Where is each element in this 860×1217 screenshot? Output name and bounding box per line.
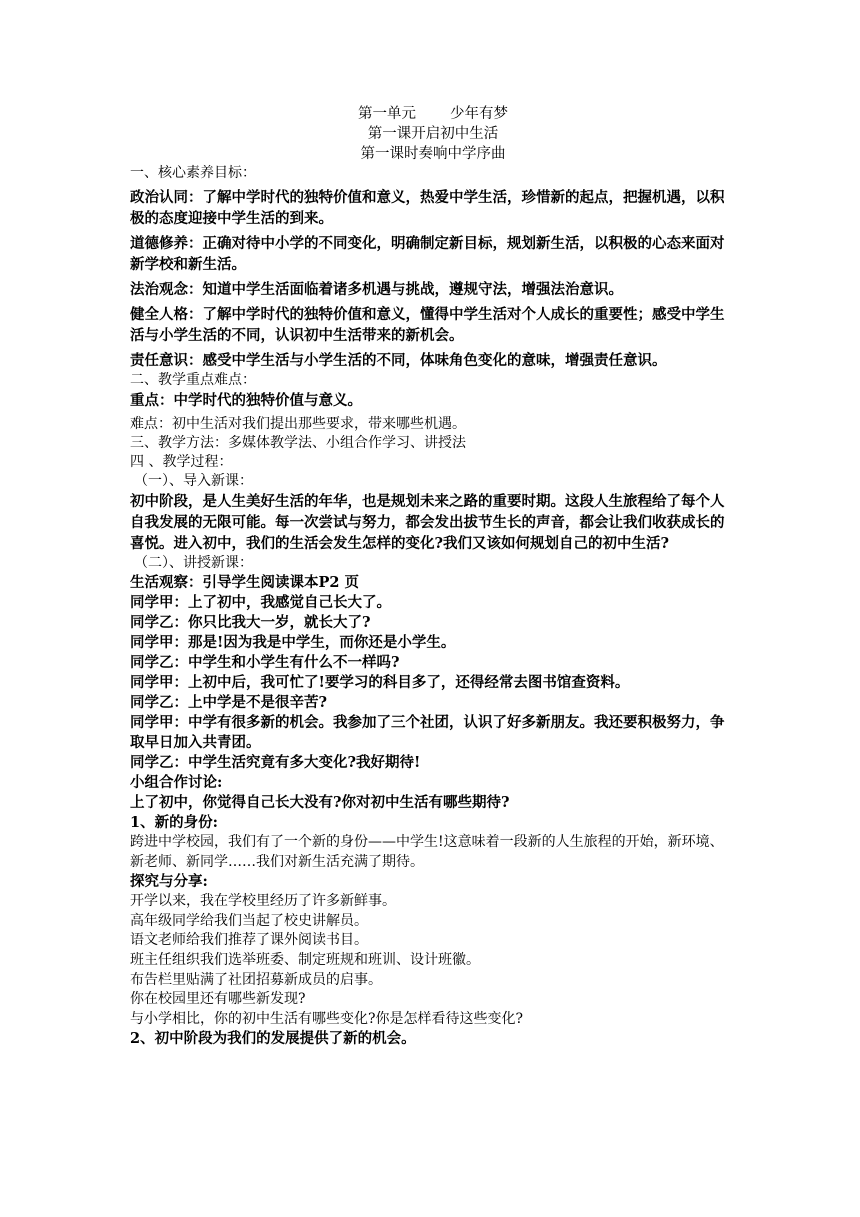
intro-heading: （一）、导入新课： [134,473,253,489]
goal-responsibility: 责任意识：感受中学生活与小学生活的不同，体味角色变化的意味，增强责任意识。 [130,352,667,369]
dialogue-line: 同学甲：上初中后，我可忙了!要学习的科目多了，还得经常去图书馆查资料。 [130,674,630,691]
period-title: 第一课时奏响中学序曲 [360,146,506,162]
dialogue-line: 同学甲：那是!因为我是中学生，而你还是小学生。 [130,634,456,651]
explore-share-heading: 探究与分享: [130,873,208,891]
goal-personality: 健全人格：了解中学时代的独特价值和意义，懂得中学生活对个人成长的重要性；感受中学生活与小学生活的不同，认识初中生活带来的新机会。 [130,306,725,344]
dialogue-line: 同学甲：中学有很多新的机会。我参加了三个社团，认识了好多新朋友。我还要积极努力，争取早日加入共青团。 [130,714,725,751]
new-identity-heading: 1、新的身份: [130,814,218,831]
explore-item: 你在校园里还有哪些新发现? [130,991,306,1008]
dialogue-line: 同学乙：中学生活究竟有多大变化?我好期待! [130,754,421,771]
lesson-title: 第一课开启初中生活 [367,126,499,142]
document-page [130,104,736,1049]
unit-name: 少年有梦 [450,106,508,122]
dialogue-line: 同学乙：中学生和小学生有什么不一样吗? [130,654,400,671]
goal-law: 法治观念：知道中学生活面临着诸多机遇与挑战，遵规守法，增强法治意识。 [130,281,623,298]
opportunity-heading: 2、初中阶段为我们的发展提供了新的机会。 [130,1030,416,1048]
group-discussion-heading: 小组合作讨论: [130,774,223,791]
explore-item: 布告栏里贴满了社团招募新成员的启事。 [130,971,382,988]
dialogue-line: 同学乙：你只比我大一岁，就长大了? [130,614,371,631]
difficulty-point: 难点：初中生活对我们提出那些要求，带来哪些机遇。 [130,416,466,432]
goal-moral: 道德修养：正确对待中小学的不同变化，明确制定新目标，规划新生活，以积极的心态来面对新学校和新生活。 [130,235,725,273]
new-identity-text: 跨进中学校园，我们有了一个新的身份——中学生!这意味着一段新的人生旅程的开始，新环境、新老师、新同学……我们对新生活充满了期待。 [130,834,724,870]
methods: 三、教学方法：多媒体教学法、小组合作学习、讲授法 [130,435,466,451]
goals-heading: 一、核心素养目标： [130,165,256,181]
dialogue-line: 同学乙：上中学是不是很辛苦? [130,694,327,711]
life-observation: 生活观察：引导学生阅读课本P2 页 [130,574,360,591]
explore-item: 与小学相比，你的初中生活有哪些变化?你是怎样看待这些变化? [130,1010,524,1027]
focus-point: 重点：中学时代的独特价值与意义。 [130,392,362,409]
unit-title [130,104,736,124]
explore-item: 班主任组织我们选举班委、制定班规和班训、设计班徽。 [130,951,480,968]
group-discussion-question: 上了初中，你觉得自己长大没有?你对初中生活有哪些期待? [130,794,510,811]
unit-number: 第一单元 [358,106,416,122]
intro-text: 初中阶段，是人生美好生活的年华，也是规划未来之路的重要时期。这段人生旅程给了每个人自我发展的无限可能。每一次尝试与努力，都会发出拔节生长的声音，都会让我们收获成长的喜悦。进入初中，我们的生活会发生怎样的变化?我们又该如何规划自己的初中生活? [130,493,725,552]
keypoints-heading: 二、教学重点难点： [130,372,256,388]
dialogue-line: 同学甲：上了初中，我感觉自己长大了。 [130,594,391,611]
new-lesson-heading: （二）、讲授新课： [134,555,253,571]
goal-political: 政治认同：了解中学时代的独特价值和意义，热爱中学生活，珍惜新的起点，把握机遇，以积极的态度迎接中学生活的到来。 [130,189,725,227]
explore-item: 开学以来，我在学校里经历了许多新鲜事。 [130,893,396,910]
process-heading: 四 、教学过程： [130,454,233,470]
explore-item: 高年级同学给我们当起了校史讲解员。 [130,912,368,929]
explore-item: 语文老师给我们推荐了课外阅读书目。 [130,932,368,949]
